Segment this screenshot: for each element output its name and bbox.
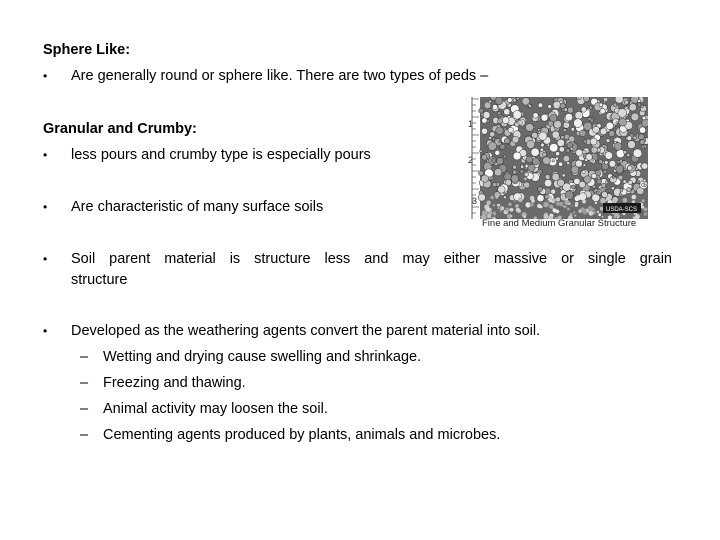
sphere-like-bullet-text: Are generally round or sphere like. There are two types of peds – (71, 68, 489, 84)
photo-caption: Fine and Medium Granular Structure (482, 218, 637, 229)
sub-item-wetting-drying: Wetting and drying cause swelling and shrinkage. (103, 349, 422, 365)
sphere-like-heading: Sphere Like: (43, 42, 131, 58)
sub-item-cementing-agents: Cementing agents produced by plants, animals and microbes. (103, 427, 501, 443)
granular-heading: Granular and Crumby: (43, 121, 197, 137)
dash-marker: – (80, 349, 89, 365)
sub-item-freezing-thawing: Freezing and thawing. (103, 375, 246, 391)
bullet-marker: • (43, 324, 48, 338)
granular-bullet-1: less pours and crumby type is especially pours (71, 147, 371, 163)
sub-item-animal-activity: Animal activity may loosen the soil. (103, 401, 328, 417)
dash-marker: – (80, 401, 89, 417)
photo-stamp: USDA-SCS (606, 207, 638, 213)
dash-marker: – (80, 375, 89, 391)
bullet-marker: • (43, 69, 48, 83)
bullet-marker: • (43, 252, 48, 266)
ruler-label-1: 1 (468, 119, 474, 129)
bullet-marker: • (43, 148, 48, 162)
bullet-marker: • (43, 200, 48, 214)
granular-soil-photo (460, 97, 648, 219)
dash-marker: – (80, 427, 89, 443)
granular-bullet-4: Developed as the weathering agents convert the parent material into soil. (71, 323, 541, 339)
ruler-label-2: 2 (468, 155, 474, 165)
soil-texture-image (460, 97, 648, 219)
granular-bullet-3-line-2: structure (71, 272, 128, 288)
granular-bullet-2: Are characteristic of many surface soils (71, 199, 324, 215)
granular-bullet-3-line-1: Soil parent material is structure less and may either massive or single grain (71, 251, 672, 267)
ruler-label-3: 3 (472, 196, 478, 206)
